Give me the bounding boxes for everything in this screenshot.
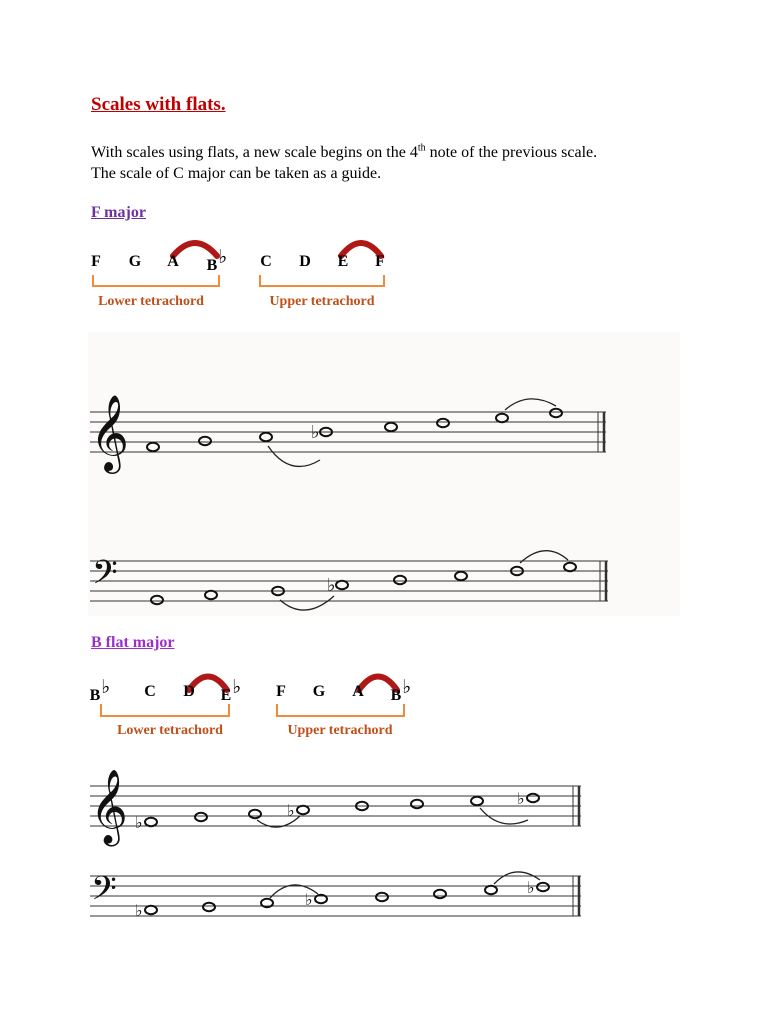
flat-accidental-icon: ♭ xyxy=(527,878,535,897)
b-flat-major-note-flat: E♭ xyxy=(220,677,242,704)
b-flat-major-heading: B flat major xyxy=(91,634,175,651)
b-flat-major-lower-tetrachord-label: Lower tetrachord xyxy=(117,723,223,738)
flat-accidental-icon: ♭ xyxy=(517,789,525,808)
bass-clef-icon: 𝄢 xyxy=(91,870,117,916)
b-flat-major-note: F xyxy=(276,683,286,700)
bass-clef-icon: 𝄢 xyxy=(92,554,118,600)
flat-accidental-icon: ♭ xyxy=(311,422,320,443)
page-title: Scales with flats. xyxy=(91,94,226,115)
whole-note xyxy=(376,893,388,901)
treble-clef-icon: 𝄞 xyxy=(90,770,128,844)
f-major-note-flat: B♭ xyxy=(206,247,228,274)
b-flat-major-note-flat: B♭ xyxy=(390,677,412,704)
b-flat-major-note: G xyxy=(312,683,326,700)
flat-accidental-icon: ♭ xyxy=(135,901,143,920)
whole-note xyxy=(485,886,497,894)
f-major-note: G xyxy=(128,253,142,270)
treble-clef-icon: 𝄞 xyxy=(90,394,130,471)
f-major-lower-tetrachord-label: Lower tetrachord xyxy=(98,294,204,309)
b-flat-major-note: C xyxy=(144,683,156,700)
b-flat-major-note: A xyxy=(352,683,364,700)
f-major-note: E xyxy=(337,253,349,270)
whole-note xyxy=(203,903,215,911)
intro-line-1: With scales using flats, a new scale begins on the 4th note of the previous scale. xyxy=(91,142,598,161)
f-major-heading: F major xyxy=(91,204,146,221)
whole-note xyxy=(537,883,549,891)
f-major-note: D xyxy=(299,253,311,270)
flat-accidental-icon: ♭ xyxy=(287,801,295,820)
intro-line-2: The scale of C major can be taken as a guide. xyxy=(91,165,382,182)
whole-note xyxy=(145,906,157,914)
b-flat-major-upper-tetrachord-label: Upper tetrachord xyxy=(287,723,393,738)
b-flat-major-note: D xyxy=(183,683,195,700)
flat-accidental-icon: ♭ xyxy=(327,575,336,596)
flat-accidental-icon: ♭ xyxy=(305,890,313,909)
f-major-note: A xyxy=(167,253,179,270)
b-flat-major-note-flat: B♭ xyxy=(89,677,111,704)
f-major-note: F xyxy=(91,253,101,270)
f-major-upper-tetrachord-label: Upper tetrachord xyxy=(269,294,375,309)
f-major-note: C xyxy=(260,253,272,270)
whole-note xyxy=(434,890,446,898)
flat-accidental-icon: ♭ xyxy=(135,813,143,832)
f-major-note: F xyxy=(375,253,385,270)
